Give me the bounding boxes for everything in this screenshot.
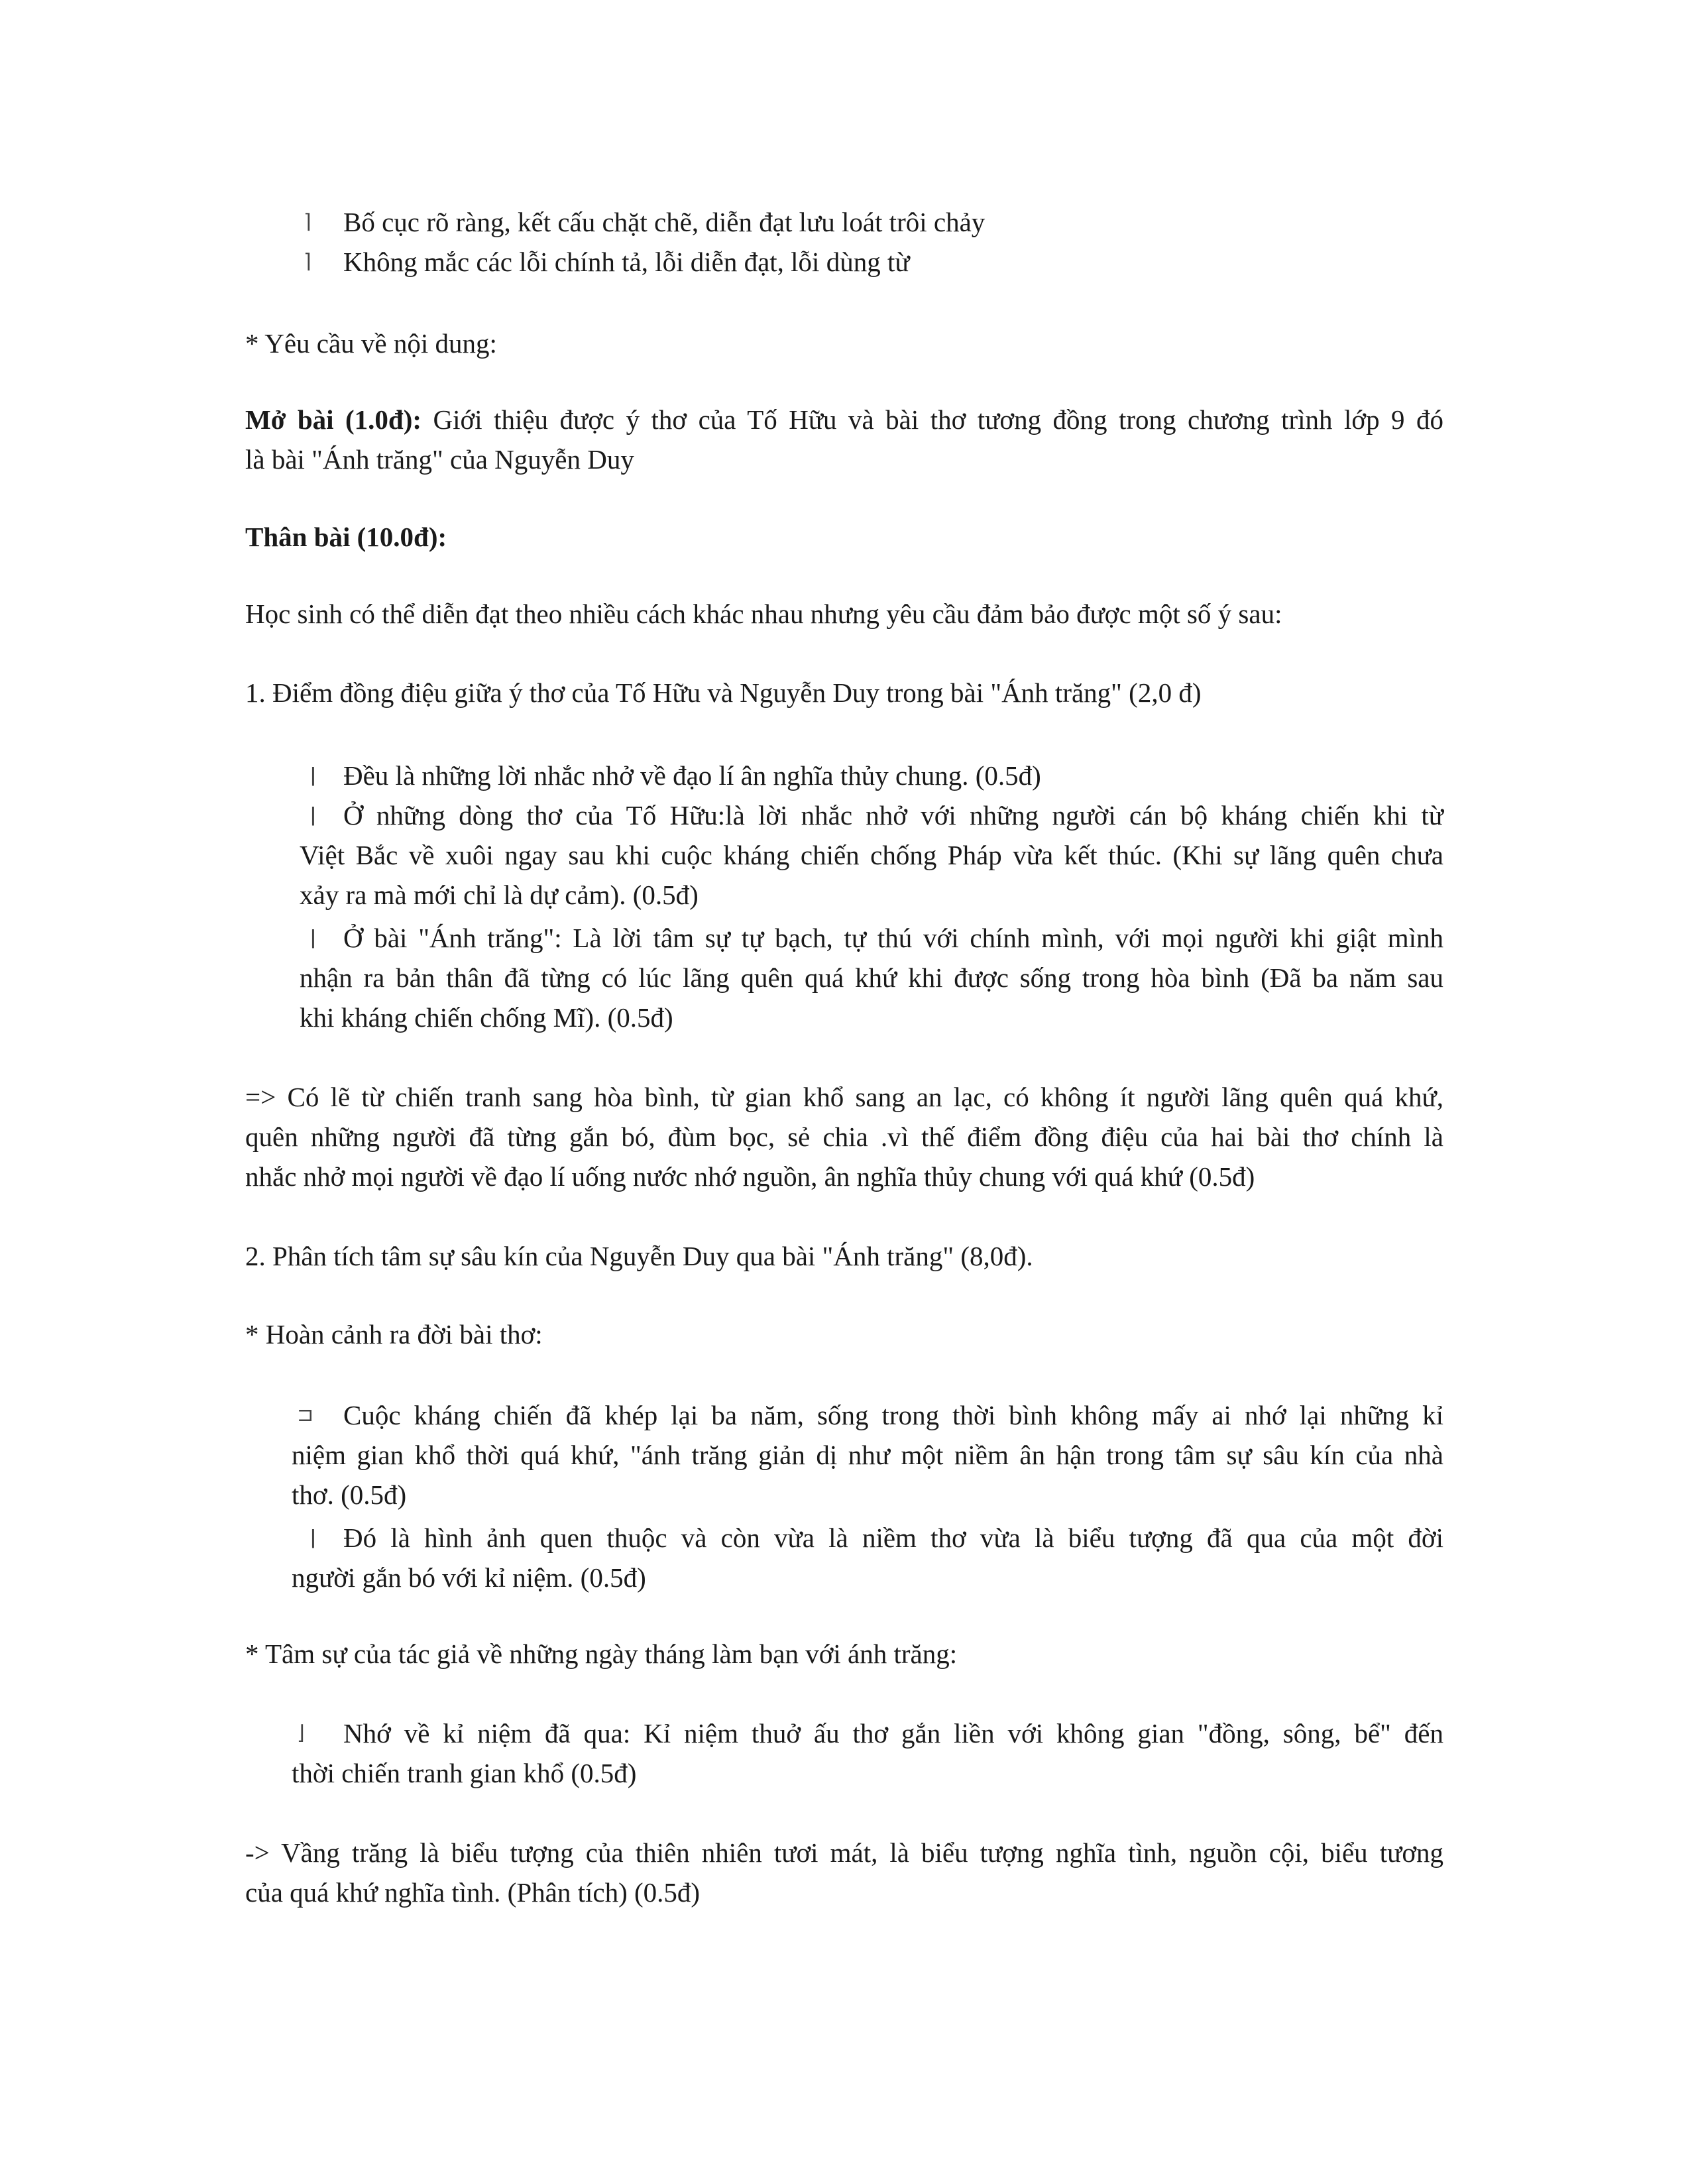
section-1-conclusion bbox=[245, 1077, 1443, 1196]
bullet-icon: ǀ bbox=[310, 1526, 316, 1549]
content-requirement-heading: * Yêu cầu về nội dung: bbox=[245, 328, 497, 359]
section-2-heading: 2. Phân tích tâm sự sâu kín của Nguyễn Duy qua bài "Ánh trăng" (8,0đ). bbox=[245, 1241, 1033, 1271]
context-bullet-paragraph bbox=[292, 1395, 1443, 1515]
feeling-bullet-paragraph bbox=[292, 1713, 1443, 1793]
section-1-bullet-text: Đều là những lời nhắc nhở về đạo lí ân nghĩa thủy chung. (0.5đ) bbox=[343, 760, 1041, 791]
bullet-icon: ǀ bbox=[310, 926, 316, 949]
closing-paragraph bbox=[245, 1833, 1443, 1912]
feeling-heading: * Tâm sự của tác giả về những ngày tháng làm bạn với ánh trăng: bbox=[245, 1638, 958, 1669]
context-heading: * Hoàn cảnh ra đời bài thơ: bbox=[245, 1319, 543, 1350]
context-bullet-paragraph bbox=[292, 1518, 1443, 1597]
section-1-bullet-text: nhận ra bản thân đã từng có lúc lãng quên quá khứ khi được sống trong hòa bình (Đã ba năm sau bbox=[300, 962, 1443, 993]
section-1-bullet-text: Ở bài "Ánh trăng": Là lời tâm sự tự bạch, tự thú với chính mình, với mọi người khi giật mình bbox=[343, 923, 1443, 953]
bullet-icon: ⌋ bbox=[297, 1721, 305, 1745]
context-bullet-text: niệm gian khổ thời quá khứ, "ánh trăng giản dị như một niềm ân hận trong tâm sự sâu kín của nhà bbox=[292, 1440, 1443, 1470]
feeling-bullet-text: Nhớ về kỉ niệm đã qua: Kỉ niệm thuở ấu thơ gắn liền với không gian "đồng, sông, bể" đến bbox=[343, 1718, 1443, 1749]
closing-line: của quá khứ nghĩa tình. (Phân tích) (0.5đ) bbox=[245, 1877, 701, 1908]
mo-bai-text: là bài "Ánh trăng" của Nguyễn Duy bbox=[245, 444, 634, 475]
section-1-bullet-paragraph bbox=[300, 918, 1443, 1037]
bullet-icon: ⌉ bbox=[304, 250, 311, 273]
conclusion-line: => Có lẽ từ chiến tranh sang hòa bình, từ gian khổ sang an lạc, có không ít người lãng quên quá khứ, bbox=[245, 1082, 1443, 1112]
conclusion-line: nhắc nhở mọi người về đạo lí uống nước nhớ nguồn, ân nghĩa thủy chung với quá khứ (0.5đ) bbox=[245, 1161, 1255, 1192]
mo-bai-paragraph bbox=[245, 400, 1443, 479]
than-bai-heading: Thân bài (10.0đ): bbox=[245, 522, 447, 552]
section-1-bullet-text: xảy ra mà mới chỉ là dự cảm). (0.5đ) bbox=[300, 880, 699, 910]
mo-bai-text: Giới thiệu được ý thơ của Tố Hữu và bài thơ tương đồng trong chương trình lớp 9 đó bbox=[422, 404, 1443, 435]
context-bullet-text: Cuộc kháng chiến đã khép lại ba năm, sống trong thời bình không mấy ai nhớ lại những kỉ bbox=[343, 1400, 1443, 1430]
section-1-bullet-paragraph bbox=[300, 795, 1443, 915]
conclusion-line: quên những người đã từng gắn bó, đùm bọc, sẻ chia .vì thế điểm đồng điệu của hai bài thơ chính là bbox=[245, 1121, 1443, 1152]
bullet-icon: ⊐ bbox=[297, 1403, 314, 1426]
section-1-bullet-text: Việt Bắc về xuôi ngay sau khi cuộc kháng chiến chống Pháp vừa kết thúc. (Khi sự lãng quên chưa bbox=[300, 840, 1443, 870]
context-bullet-text: Đó là hình ảnh quen thuộc và còn vừa là niềm thơ vừa là biểu tượng đã qua của một đời bbox=[343, 1523, 1443, 1553]
context-bullet-text: người gắn bó với kỉ niệm. (0.5đ) bbox=[292, 1562, 646, 1593]
bullet-icon: ⌉ bbox=[304, 210, 311, 233]
feeling-bullet-text: thời chiến tranh gian khổ (0.5đ) bbox=[292, 1758, 637, 1788]
section-1-heading: 1. Điểm đồng điệu giữa ý thơ của Tố Hữu và Nguyễn Duy trong bài "Ánh trăng" (2,0 đ) bbox=[245, 677, 1202, 708]
format-bullet-text: Không mắc các lỗi chính tả, lỗi diễn đạt, lỗi dùng từ bbox=[343, 247, 910, 277]
format-bullet-text: Bố cục rõ ràng, kết cấu chặt chẽ, diễn đạt lưu loát trôi chảy bbox=[343, 207, 986, 237]
bullet-icon: ǀ bbox=[310, 764, 316, 787]
closing-line: -> Vầng trăng là biểu tượng của thiên nhiên tươi mát, là biểu tượng nghĩa tình, nguồn cội, biểu tương bbox=[245, 1837, 1443, 1868]
mo-bai-label: Mở bài (1.0đ): bbox=[245, 404, 422, 435]
intro-note: Học sinh có thể diễn đạt theo nhiều cách khác nhau nhưng yêu cầu đảm bảo được một số ý sau: bbox=[245, 599, 1282, 629]
context-bullet-text: thơ. (0.5đ) bbox=[292, 1479, 407, 1510]
section-1-bullet-text: Ở những dòng thơ của Tố Hữu:là lời nhắc nhở với những người cán bộ kháng chiến khi từ bbox=[343, 800, 1443, 831]
section-1-bullet-text: khi kháng chiến chống Mĩ). (0.5đ) bbox=[300, 1002, 673, 1033]
bullet-icon: ǀ bbox=[310, 803, 316, 827]
